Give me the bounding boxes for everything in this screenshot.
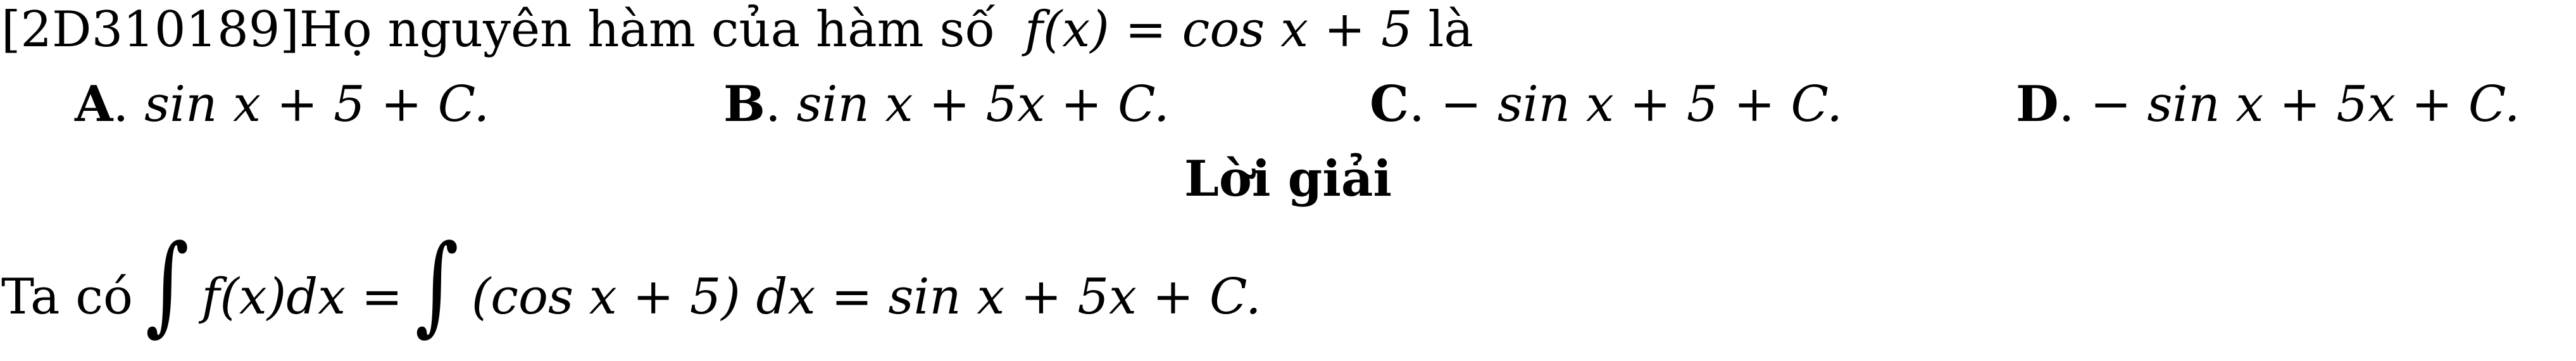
option-c-expr: − sin x + 5 + C. xyxy=(1440,76,1843,133)
option-d-expr: − sin x + 5x + C. xyxy=(2090,76,2520,133)
question-function: f(x) = cos x + 5 xyxy=(1024,1,1413,58)
solution-left: f(x)dx = xyxy=(201,269,403,326)
question-ending: là xyxy=(1428,1,1473,58)
solution-intro: Ta có xyxy=(1,269,133,326)
solution-title: Lời giải xyxy=(1184,150,1392,208)
option-b-label: B xyxy=(723,75,765,133)
option-a-label: A xyxy=(75,75,113,133)
question-line xyxy=(1,1,1473,58)
option-a-expr: sin x + 5 + C. xyxy=(144,76,490,133)
option-b: B. sin x + 5x + C. xyxy=(723,75,1170,133)
integral-icon: ∫ xyxy=(415,222,460,347)
option-b-expr: sin x + 5x + C. xyxy=(796,76,1170,133)
option-a: A. sin x + 5 + C. xyxy=(75,75,490,133)
integral-icon: ∫ xyxy=(145,222,189,347)
solution-line xyxy=(1,222,1261,347)
option-d: D. − sin x + 5x + C. xyxy=(2016,75,2520,133)
option-c-label: C xyxy=(1370,75,1410,133)
question-text: Họ nguyên hàm của hàm số xyxy=(299,1,996,58)
option-c: C. − sin x + 5 + C. xyxy=(1370,75,1843,133)
solution-right: (cos x + 5) dx = sin x + 5x + C. xyxy=(471,269,1261,326)
option-d-label: D xyxy=(2016,75,2059,133)
question-code: [2D310189] xyxy=(1,1,299,58)
